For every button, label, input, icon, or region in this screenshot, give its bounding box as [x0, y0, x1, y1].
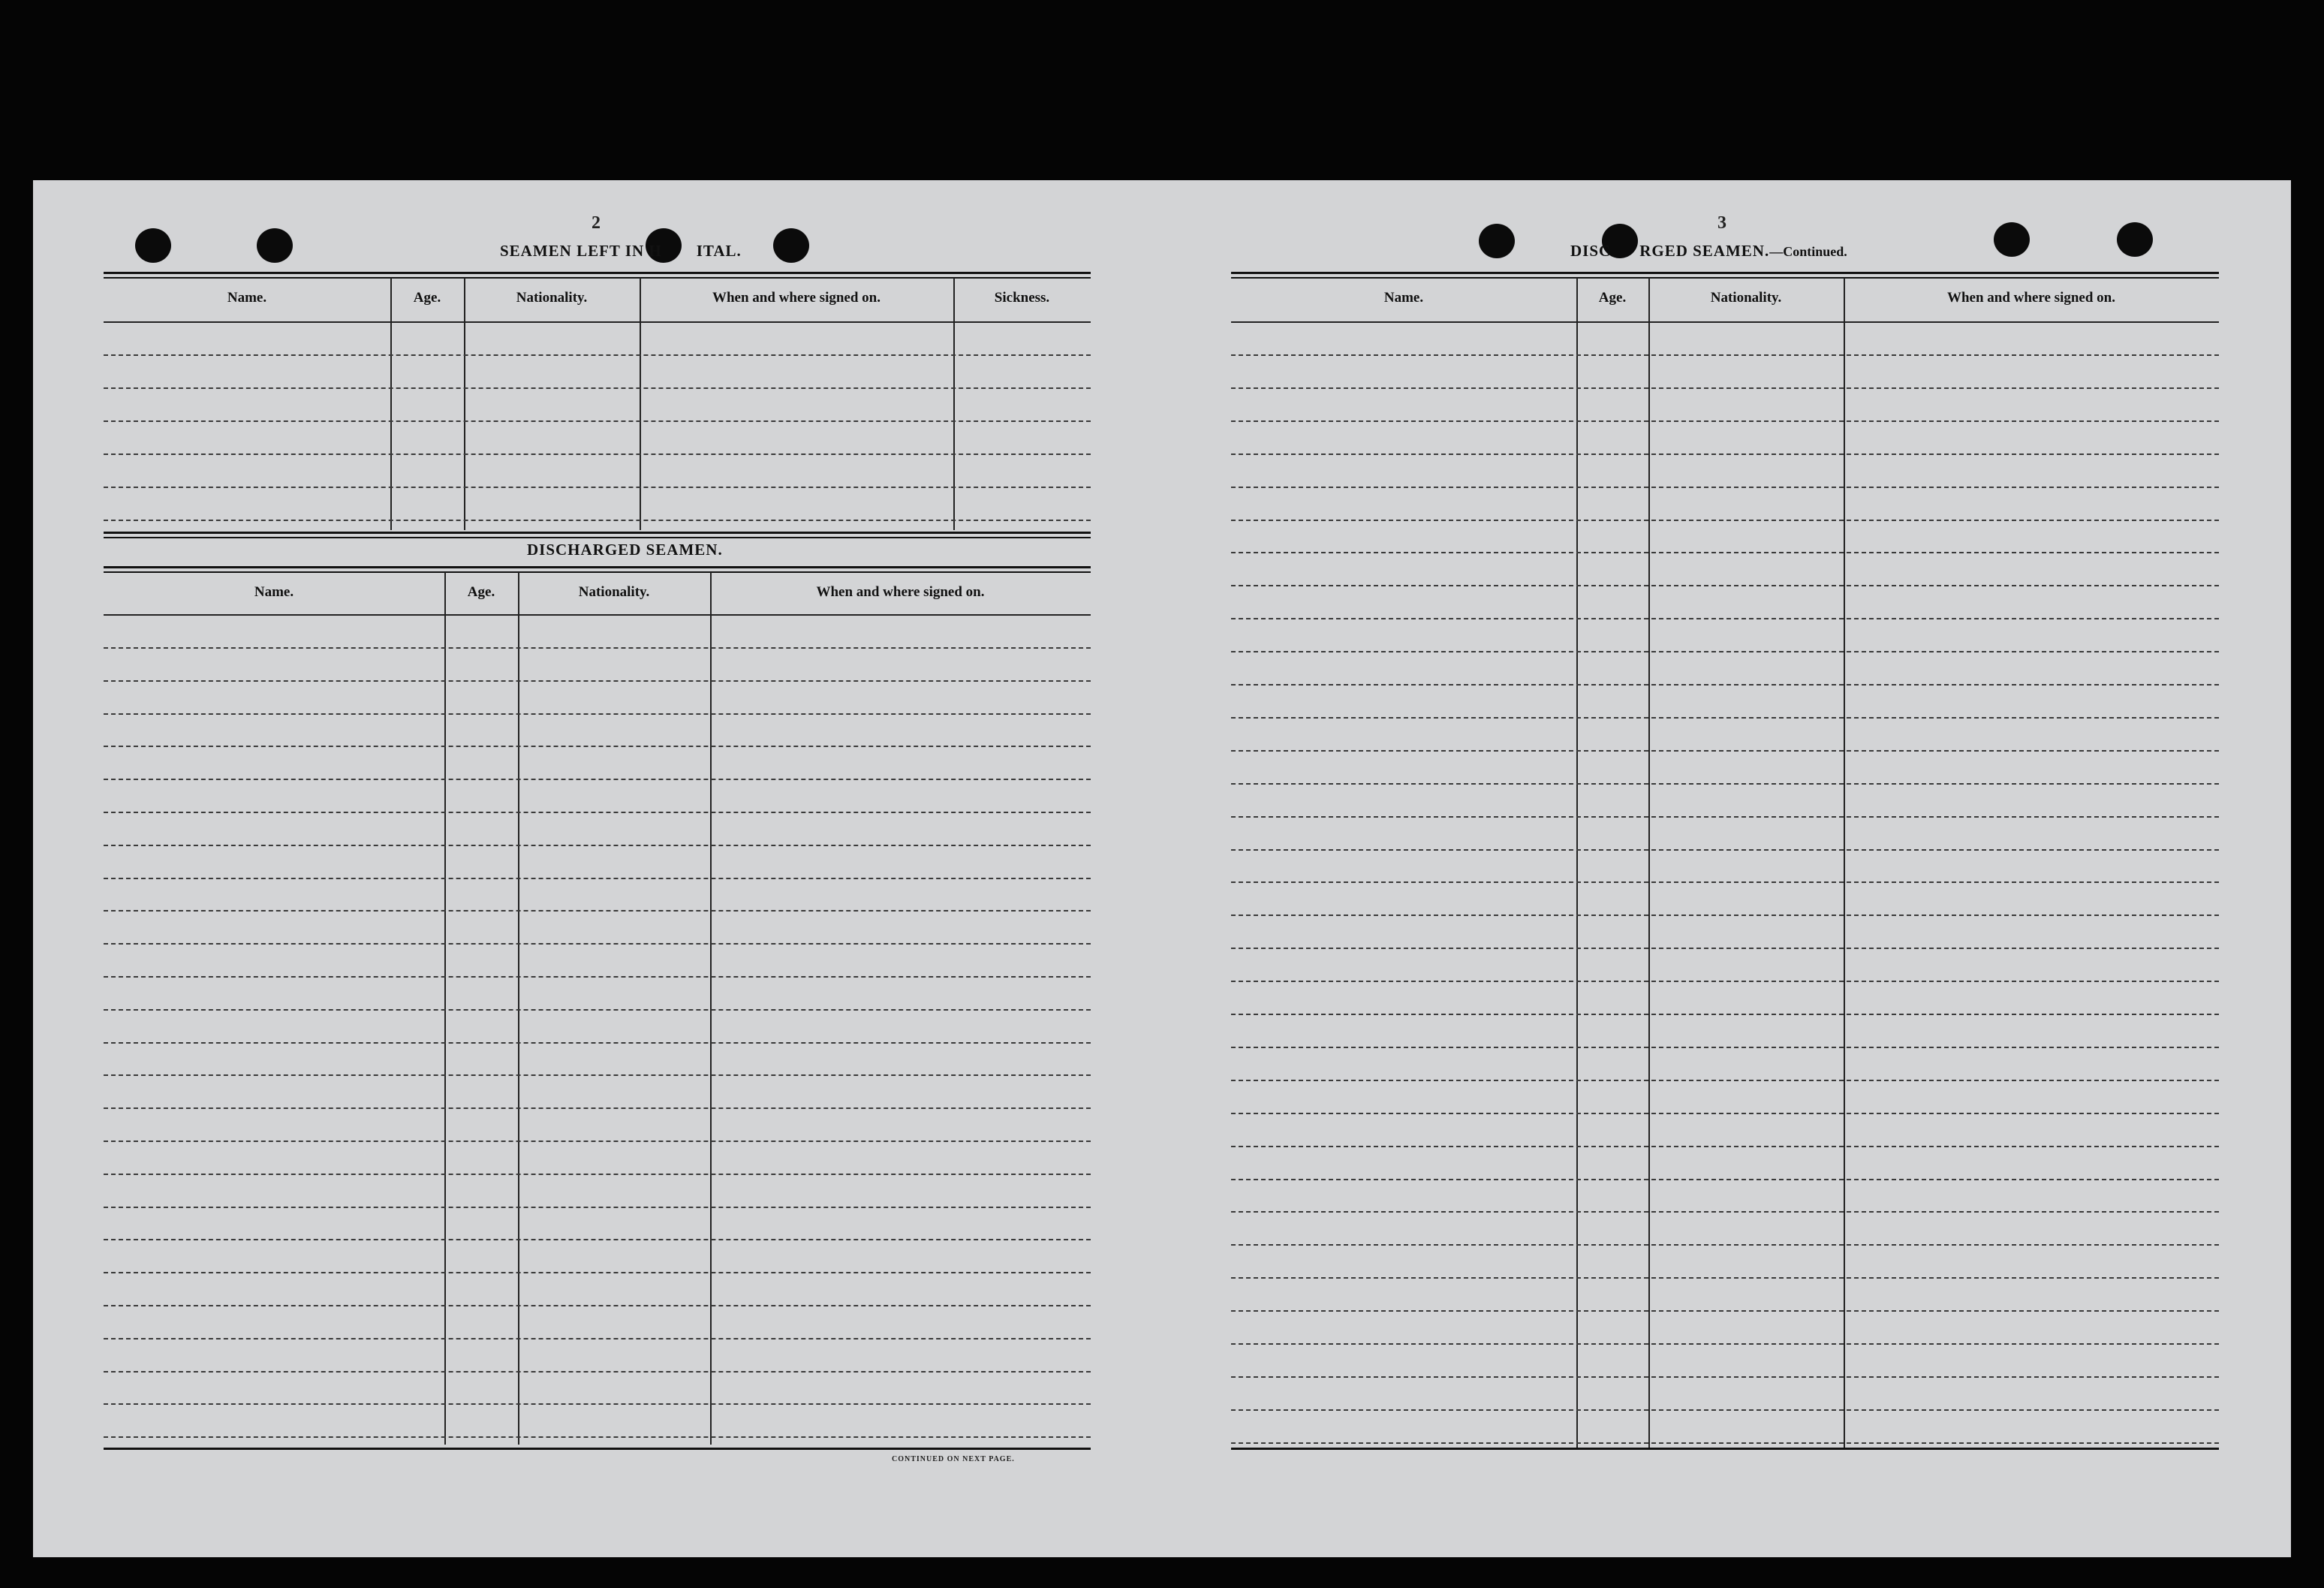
punch-hole-7: [1994, 222, 2030, 257]
ruled-line: [104, 1436, 1091, 1438]
col-header-nationality: Nationality.: [516, 290, 588, 306]
ruled-line: [104, 1207, 1091, 1208]
ruled-line: [1231, 948, 2219, 949]
punch-hole-4: [773, 228, 809, 263]
ruled-line: [1231, 552, 2219, 553]
ruled-line: [1231, 354, 2219, 356]
ruled-line: [1231, 1244, 2219, 1246]
ruled-line: [104, 520, 1091, 521]
ruled-line: [1231, 1442, 2219, 1444]
ruled-line: [1231, 1211, 2219, 1213]
ruled-line: [104, 1174, 1091, 1175]
ruled-line: [104, 943, 1091, 945]
col-header-when-where: When and where signed on.: [816, 584, 985, 600]
ruled-line: [1231, 453, 2219, 455]
punch-hole-1: [135, 228, 171, 263]
ruled-line: [1231, 816, 2219, 818]
col-header-age: Age.: [467, 584, 495, 600]
register-sheet: [33, 180, 2291, 1557]
ruled-line: [104, 1371, 1091, 1373]
ruled-line: [104, 845, 1091, 846]
ruled-line: [104, 453, 1091, 455]
ruled-line: [104, 1305, 1091, 1306]
ruled-line: [104, 878, 1091, 879]
ruled-line: [104, 420, 1091, 422]
col-header-age: Age.: [413, 290, 441, 306]
ruled-line: [104, 976, 1091, 978]
ruled-line: [1231, 1343, 2219, 1345]
ruled-line: [1231, 1376, 2219, 1378]
ruled-line: [1231, 1409, 2219, 1411]
ruled-line: [1231, 387, 2219, 389]
col-header-name: Name.: [254, 584, 294, 600]
ruled-line: [1231, 915, 2219, 916]
ruled-line: [104, 1239, 1091, 1240]
ruled-line: [1231, 783, 2219, 785]
ruled-line: [1231, 1113, 2219, 1114]
hospital-section-title: SEAMEN LEFT IN H ITAL.: [500, 242, 742, 260]
col-header-when-where: When and where signed on.: [1946, 290, 2115, 306]
ruled-line: [104, 1338, 1091, 1339]
discharged-continued-title: DISC RGED SEAMEN.—Continued.: [1570, 242, 1847, 260]
ruled-line: [1231, 849, 2219, 851]
ruled-line: [1231, 1310, 2219, 1312]
ruled-line: [1231, 684, 2219, 686]
ruled-line: [1231, 1146, 2219, 1147]
punch-hole-5: [1479, 224, 1515, 258]
ruled-line: [1231, 585, 2219, 586]
ruled-line: [104, 647, 1091, 649]
ruled-line: [1231, 981, 2219, 982]
ruled-line: [1231, 1080, 2219, 1081]
ruled-line: [104, 746, 1091, 747]
col-header-sickness: Sickness.: [994, 290, 1050, 306]
punch-hole-2: [257, 228, 293, 263]
hospital-table-bottom-rule: [104, 532, 1091, 538]
ruled-line: [104, 910, 1091, 912]
ruled-line: [1231, 618, 2219, 619]
ruled-line: [104, 812, 1091, 813]
ruled-line: [104, 713, 1091, 715]
ruled-line: [1231, 1014, 2219, 1015]
discharged-table: [104, 566, 1091, 1452]
col-header-name: Name.: [1383, 290, 1424, 306]
col-header-name: Name.: [227, 290, 267, 306]
page-number-right: 3: [1717, 213, 1726, 233]
ruled-line: [104, 354, 1091, 356]
ruled-line: [104, 1403, 1091, 1405]
col-header-nationality: Nationality.: [1710, 290, 1782, 306]
ruled-line: [1231, 487, 2219, 488]
ruled-line: [104, 1009, 1091, 1011]
ruled-line: [1231, 1277, 2219, 1279]
col-header-age: Age.: [1598, 290, 1627, 306]
ruled-line: [1231, 520, 2219, 521]
discharged-continued-table: [1231, 272, 2219, 1452]
ruled-line: [1231, 420, 2219, 422]
hospital-table: [104, 272, 1091, 541]
punch-hole-8: [2117, 222, 2153, 257]
col-header-when-where: When and where signed on.: [712, 290, 881, 306]
ruled-line: [1231, 750, 2219, 752]
ruled-line: [104, 779, 1091, 780]
ruled-line: [1231, 1047, 2219, 1048]
ruled-line: [104, 387, 1091, 389]
ruled-line: [1231, 1179, 2219, 1180]
ruled-line: [104, 680, 1091, 682]
ruled-line: [104, 487, 1091, 488]
ruled-line: [104, 1074, 1091, 1076]
discharged-section-title: DISCHARGED SEAMEN.: [527, 541, 723, 559]
ruled-line: [104, 1272, 1091, 1273]
page-number-left: 2: [592, 213, 601, 233]
col-header-nationality: Nationality.: [578, 584, 650, 600]
ruled-line: [104, 1107, 1091, 1109]
ruled-line: [104, 1042, 1091, 1044]
ruled-line: [1231, 717, 2219, 719]
ruled-line: [1231, 881, 2219, 883]
continued-footer: CONTINUED ON NEXT PAGE.: [892, 1455, 1015, 1463]
ruled-line: [1231, 651, 2219, 652]
ruled-line: [104, 1141, 1091, 1142]
